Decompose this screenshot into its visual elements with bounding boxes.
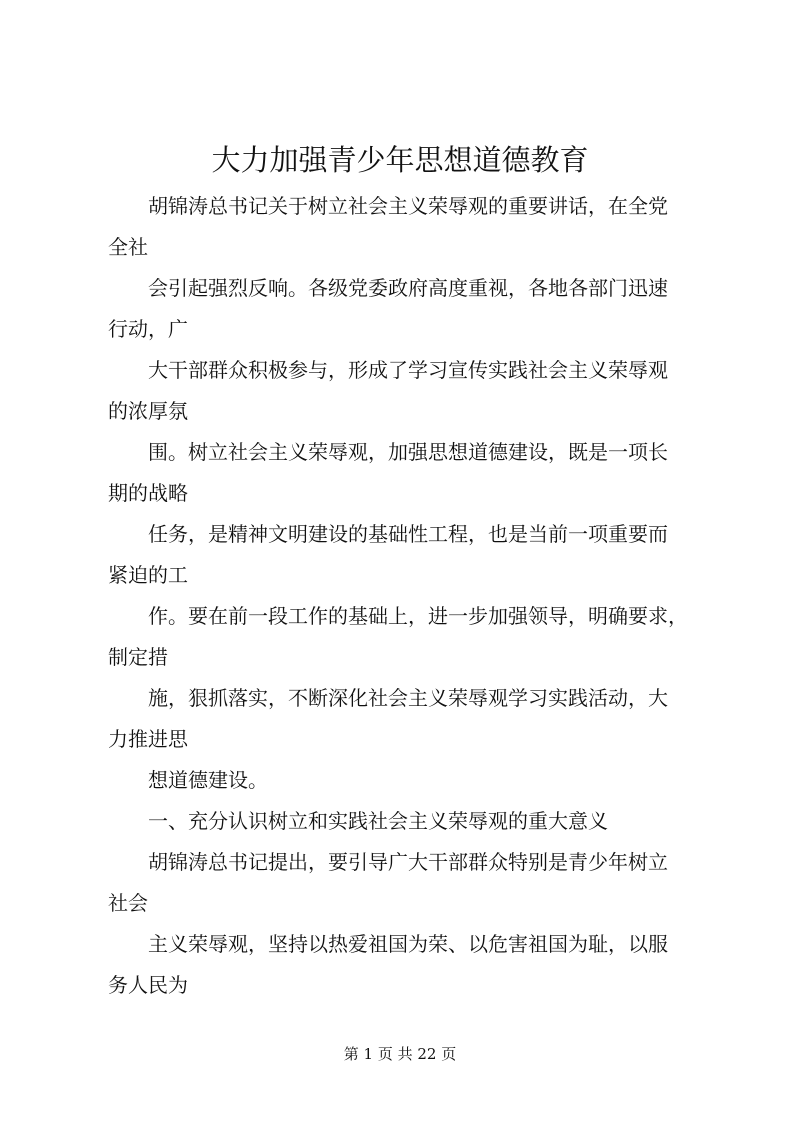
text-line: 全社 [108, 235, 148, 259]
text-line: 会引起强烈反响。各级党委政府高度重视，各地各部门迅速 [148, 276, 668, 300]
document-title: 大力加强青少年思想道德教育 [211, 143, 589, 177]
text-line: 大干部群众积极参与，形成了学习宣传实践社会主义荣辱观 [148, 358, 668, 382]
section-heading: 一、充分认识树立和实践社会主义荣辱观的重大意义 [148, 809, 608, 833]
text-line: 围。树立社会主义荣辱观，加强思想道德建设，既是一项长 [148, 440, 668, 464]
text-line: 期的战略 [108, 481, 188, 505]
text-line: 行动，广 [108, 317, 188, 341]
text-line: 施，狠抓落实，不断深化社会主义荣辱观学习实践活动，大 [148, 686, 668, 710]
text-line: 务人民为 [108, 973, 188, 997]
text-line: 紧迫的工 [108, 563, 188, 587]
text-line: 想道德建设。 [148, 768, 268, 792]
text-line: 作。要在前一段工作的基础上，进一步加强领导，明确要求， [148, 604, 688, 628]
text-line: 的浓厚氛 [108, 399, 188, 423]
text-line: 制定措 [108, 645, 168, 669]
text-line: 胡锦涛总书记关于树立社会主义荣辱观的重要讲话，在全党 [148, 194, 668, 218]
page-number-footer: 第 1 页 共 22 页 [343, 1045, 457, 1063]
text-line: 主义荣辱观，坚持以热爱祖国为荣、以危害祖国为耻，以服 [148, 932, 668, 956]
text-line: 社会 [108, 891, 148, 915]
text-line: 力推进思 [108, 727, 188, 751]
text-line: 胡锦涛总书记提出，要引导广大干部群众特别是青少年树立 [148, 850, 668, 874]
document-body [108, 186, 708, 1006]
text-line: 任务，是精神文明建设的基础性工程，也是当前一项重要而 [148, 522, 668, 546]
